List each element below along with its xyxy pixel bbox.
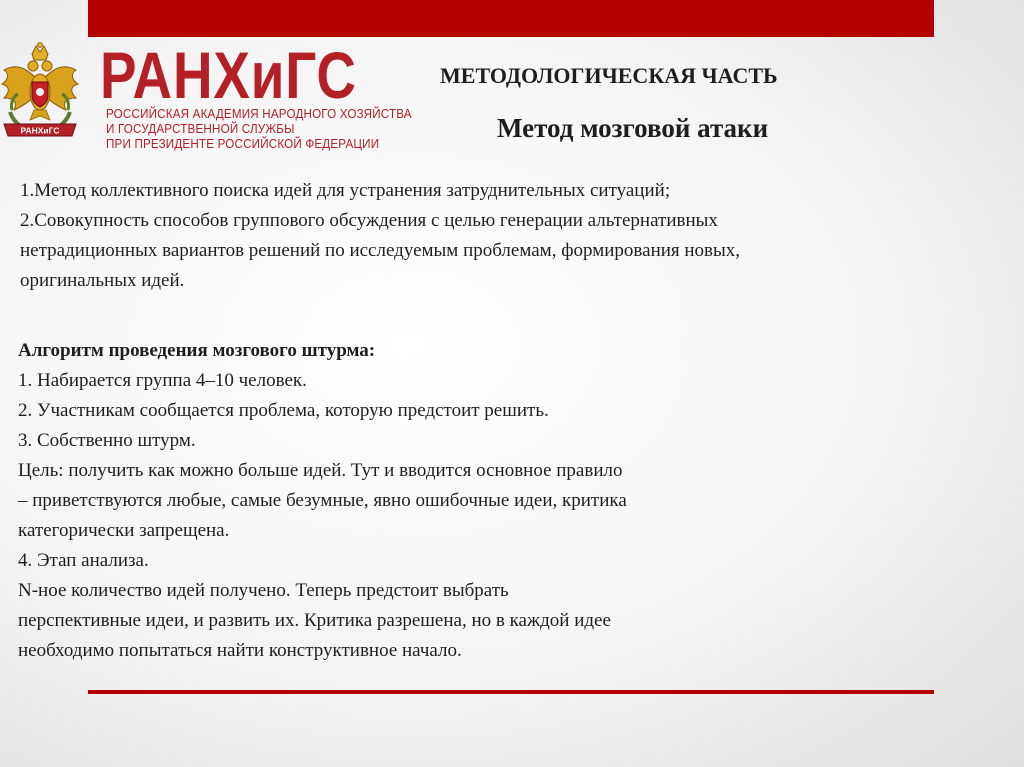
logo-subtitle-line: ПРИ ПРЕЗИДЕНТЕ РОССИЙСКОЙ ФЕДЕРАЦИИ (106, 137, 380, 151)
institution-logo (100, 38, 412, 156)
algorithm-line: N-ное количество идей получено. Теперь предстоит выбрать (18, 580, 509, 601)
algorithm-line: необходимо попытаться найти конструктивное начало. (18, 640, 462, 661)
definition-line: нетрадиционных вариантов решений по исследуемым проблемам, формирования новых, (20, 240, 741, 261)
algorithm-line: 4. Этап анализа. (18, 550, 149, 571)
algorithm-line: – приветствуются любые, самые безумные, явно ошибочные идеи, критика (18, 490, 627, 511)
definition-line: 2.Совокупность способов группового обсуждения с целью генерации альтернативных (20, 210, 718, 231)
emblem-icon (0, 40, 80, 152)
algorithm-line: 2. Участникам сообщается проблема, которую предстоит решить. (18, 400, 549, 421)
algorithm-line: 3. Собственно штурм. (18, 430, 196, 451)
algorithm-line: категорически запрещена. (18, 520, 230, 541)
logo-subtitle-line: И ГОСУДАРСТВЕННОЙ СЛУЖБЫ (106, 122, 295, 136)
section-title: МЕТОДОЛОГИЧЕСКАЯ ЧАСТЬ (440, 63, 778, 88)
algorithm-heading: Алгоритм проведения мозгового штурма: (18, 340, 376, 361)
top-accent-bar (88, 0, 934, 37)
logo-wordmark: РАНХиГС (100, 38, 357, 112)
algorithm-block (18, 336, 918, 666)
slide-title: Метод мозговой атаки (497, 113, 769, 143)
logo-subtitle-line: РОССИЙСКАЯ АКАДЕМИЯ НАРОДНОГО ХОЗЯЙСТВА (106, 107, 412, 121)
definition-line: оригинальных идей. (20, 270, 185, 291)
algorithm-line: перспективные идеи, и развить их. Критика разрешена, но в каждой идее (18, 610, 611, 631)
algorithm-line: 1. Набирается группа 4–10 человек. (18, 370, 307, 391)
algorithm-line: Цель: получить как можно больше идей. Тут и вводится основное правило (18, 460, 623, 481)
bottom-divider (88, 690, 934, 694)
emblem-ribbon-text: РАНХиГС (20, 125, 60, 136)
definition-line: 1.Метод коллективного поиска идей для устранения затруднительных ситуаций; (20, 180, 671, 201)
definitions-block (20, 176, 1010, 296)
